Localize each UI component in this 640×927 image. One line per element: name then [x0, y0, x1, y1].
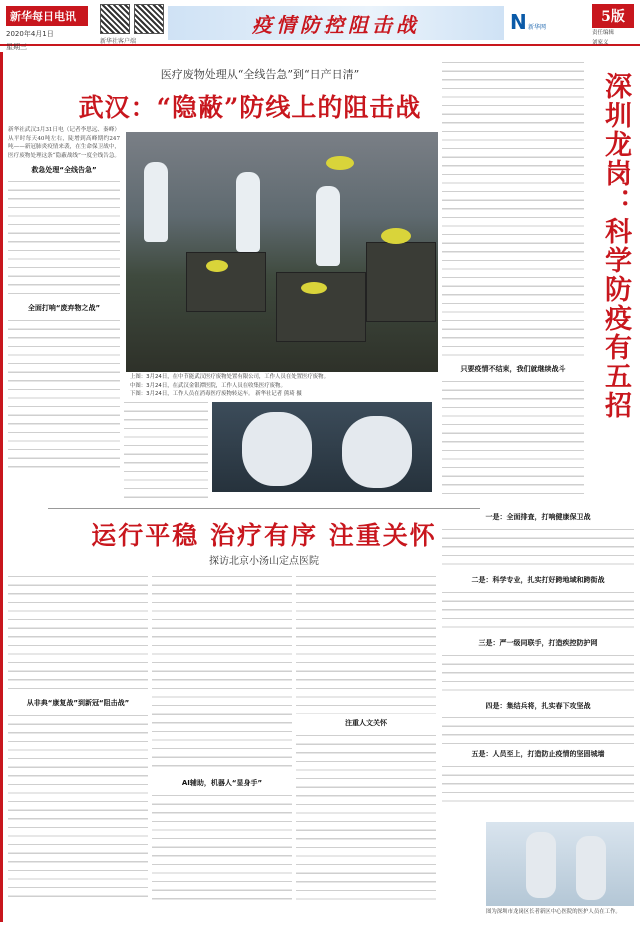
body-text-lines	[8, 179, 120, 299]
masthead	[0, 0, 640, 51]
right-headline: 深圳龙岗：科学防疫有五招	[600, 72, 631, 420]
qr-code-icon[interactable]	[134, 4, 164, 34]
body-text-lines	[442, 590, 634, 634]
right-photo-caption: 图为深圳市龙岗区长者新区中心医院的医护人员在工作。	[486, 909, 621, 915]
bottom-subhead-3: 注重人文关怀	[345, 719, 387, 727]
caption-line-3: 下图：3月24日，工作人员在消毒医疗废物转运车。 新华社记者 熊琦 摄	[130, 391, 302, 398]
banner-title: 疫情防控阻击战	[252, 12, 420, 37]
page-number-box	[592, 4, 634, 47]
right-subhead-4: 四是：集结兵将，扎实春下攻坚战	[485, 701, 591, 710]
body-text-lines	[8, 318, 120, 468]
app-logo-letter: N	[510, 10, 527, 34]
main-photo-caption	[130, 373, 436, 399]
photo-waste-bag	[301, 282, 327, 294]
body-text-lines	[124, 400, 208, 502]
photo-face	[242, 412, 312, 486]
main-headline: 武汉：“隐蔽”防线上的阻击战	[78, 93, 422, 122]
photo-worker	[144, 162, 168, 242]
editor-label: 责任编辑	[592, 30, 615, 36]
body-text-lines	[442, 653, 634, 697]
body-text-lines	[296, 574, 436, 714]
bottom-column-1	[8, 574, 148, 918]
body-text-lines	[152, 574, 292, 774]
body-text-lines	[442, 60, 584, 360]
right-photo	[486, 822, 634, 906]
bottom-headline: 运行平稳 治疗有序 注重关怀	[91, 521, 437, 550]
photo-waste-cart	[186, 252, 266, 312]
photo-waste-cart	[366, 242, 436, 322]
body-text-lines	[152, 793, 292, 903]
main-story-column-2	[124, 400, 208, 502]
right-subhead-3: 三是：严一级同联手，打造疾控防护网	[478, 638, 598, 647]
photo-waste-bag	[206, 260, 228, 272]
qr-code-icon[interactable]	[100, 4, 130, 34]
body-text-lines	[296, 733, 436, 903]
issue-weekday: 星期三	[6, 43, 27, 51]
main-subhead-1: 救急处理“全线告急”	[31, 165, 97, 174]
caption-line-1: 上图：3月24日，在中节能武汉医疗废物处置有限公司，工作人员在处置医疗废物。	[130, 374, 329, 380]
issue-date: 2020年4月1日	[6, 30, 54, 38]
body-text-lines	[8, 574, 148, 694]
caption-line-2: 中图：3月24日，在武汉金银潭医院，工作人员在收集医疗废物。	[130, 382, 286, 389]
body-text-lines	[442, 715, 634, 745]
main-photo	[126, 132, 438, 372]
newspaper-brand	[6, 6, 88, 52]
photo-worker	[236, 172, 260, 252]
photo-medic	[576, 836, 606, 900]
main-kicker: 医疗废物处理从“全线告急”到“日产日清”	[160, 68, 360, 81]
body-text-lines	[442, 764, 634, 804]
main-subhead-3: 只要疫情不结束，我们就继续战斗	[460, 365, 566, 373]
bottom-column-2	[152, 574, 292, 918]
photo-worker	[316, 186, 340, 266]
main-lead: 新华社武汉3月31日电（记者李思远、秦峰）从平时每天40吨左右，陡增到高峰期约247吨——新冠肺炎疫情来袭，在生命保卫战中，医疗废物处理这条“隐蔽战线”一度全线告急。	[8, 127, 120, 159]
photo-waste-bag	[381, 228, 411, 244]
bottom-subtitle: 探访北京小汤山定点医院	[209, 556, 319, 567]
left-accent-bar	[0, 52, 3, 922]
page-number: 5版	[592, 4, 634, 28]
qr-label: 新华社客户端	[100, 38, 137, 45]
main-subhead-2: 全面打响“废弃物之战”	[27, 304, 101, 313]
photo-face	[342, 416, 412, 488]
body-text-lines	[8, 713, 148, 903]
photo-medic	[526, 832, 556, 898]
body-text-lines	[442, 379, 584, 499]
xinhua-app-logo	[510, 10, 560, 36]
photo-waste-bag	[326, 156, 354, 170]
right-subhead-2: 二是：科学专业，扎实打好跨地域和跨街战	[471, 575, 605, 584]
bottom-subhead-1: 从非典“康复战”到新冠“阻击战”	[26, 699, 130, 707]
right-subhead-1: 一是：全面排查，打响健康保卫战	[485, 513, 591, 521]
main-story-column-3	[442, 60, 584, 504]
bottom-subhead-2: AI辅助，机器人“显身手”	[181, 779, 263, 787]
bottom-column-3	[296, 574, 436, 918]
section-banner	[168, 6, 504, 40]
editor-name: 刘家义	[592, 39, 609, 46]
right-subhead-5: 五是：人员至上，打造防止疫情的坚固城墙	[471, 750, 605, 759]
main-story-column-1	[8, 126, 120, 502]
second-photo	[212, 402, 432, 492]
section-divider	[48, 508, 480, 509]
brand-name: 新华每日电讯	[6, 6, 88, 26]
app-logo-text: 新华网	[528, 24, 547, 31]
